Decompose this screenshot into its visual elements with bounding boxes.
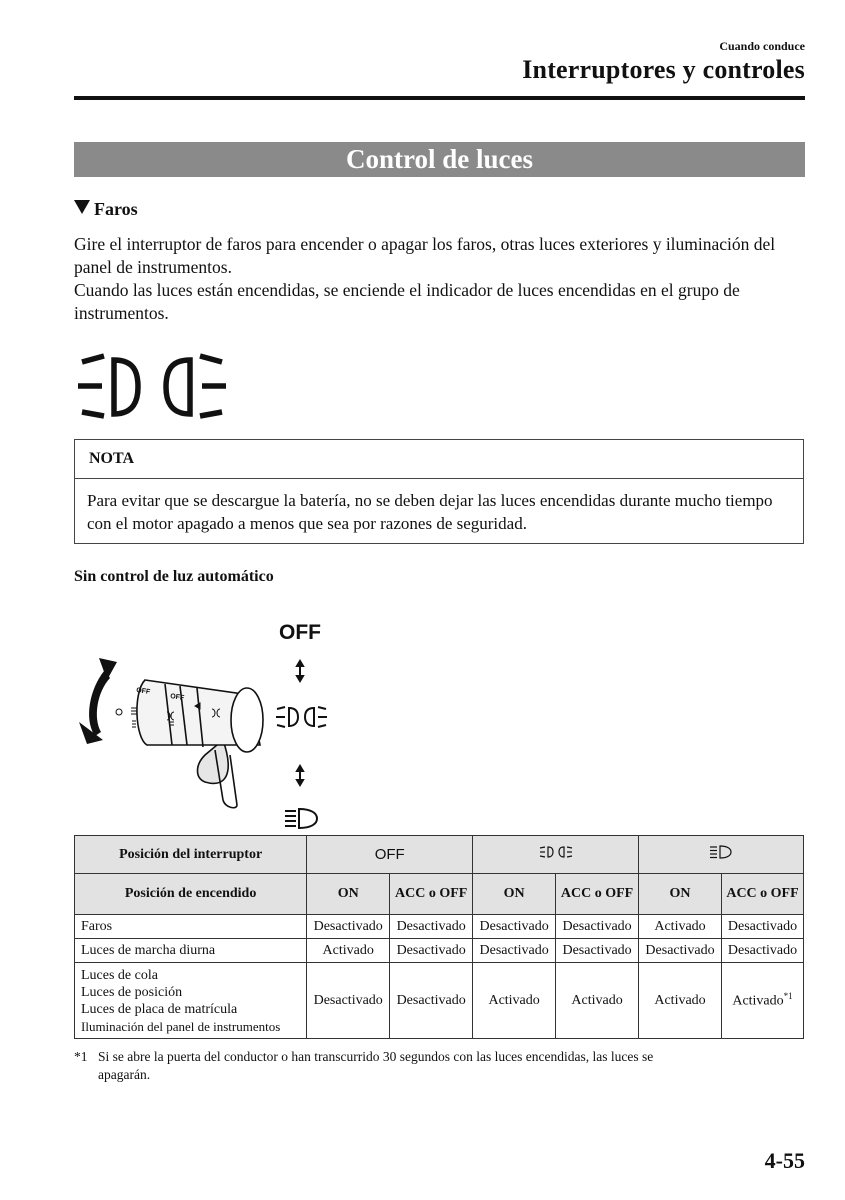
footnote-ref: *1 [783, 991, 793, 1002]
note-box [74, 439, 804, 544]
headlight-position-header [639, 836, 804, 874]
table-row [75, 874, 804, 915]
light-status-table [74, 835, 804, 1039]
diagram-title: Sin control de luz automático [74, 568, 274, 585]
status-cell: Activado [473, 963, 556, 1039]
status-cell: Desactivado [722, 939, 804, 963]
status-cell: Activado [307, 939, 390, 963]
row-label: Luces de posición [81, 984, 183, 1000]
note-title: NOTA [75, 440, 803, 479]
row-label: Luces de marcha diurna [75, 939, 307, 963]
paragraph-2: Cuando las luces están encendidas, se enciende el indicador de luces encendidas en el grupo de instrumentos. [74, 280, 740, 323]
status-cell-footnoted [722, 963, 804, 1039]
headlight-icon [285, 809, 317, 828]
switch-position-header: Posición del interruptor [75, 836, 307, 874]
status-value: Activado [732, 993, 784, 1009]
footnote-mark: *1 [74, 1049, 88, 1064]
status-cell: Desactivado [390, 939, 473, 963]
ignition-state-cell: ACC o OFF [390, 874, 473, 915]
ignition-state-cell: ON [639, 874, 722, 915]
header-rule [74, 96, 805, 100]
table-row [75, 836, 804, 874]
section-title: Interruptores y controles [522, 55, 805, 84]
diagram-off-label: OFF [279, 621, 321, 644]
table-row [75, 915, 804, 939]
rotation-arrow-icon [79, 658, 117, 744]
status-cell: Desactivado [556, 915, 639, 939]
page-banner: Control de luces [74, 142, 805, 177]
status-cell: Activado [639, 963, 722, 1039]
status-cell: Activado [556, 963, 639, 1039]
footnote [74, 1048, 814, 1084]
note-body: Para evitar que se descargue la batería, no se deben dejar las luces encendidas durante mucho tiempo con el motor apagado a menos que sea por razones de seguridad. [87, 491, 773, 533]
ignition-state-cell: ON [307, 874, 390, 915]
status-cell: Desactivado [390, 963, 473, 1039]
lever-label-off-a: OFF [135, 687, 151, 696]
ignition-position-header: Posición de encendido [75, 874, 307, 915]
ignition-state-cell: ACC o OFF [556, 874, 639, 915]
lights-on-indicator-icon [72, 350, 232, 422]
status-cell: Desactivado [390, 915, 473, 939]
lever-label-off-b: OFF [169, 693, 185, 702]
row-label-group [75, 963, 307, 1039]
row-label: Luces de cola [81, 967, 158, 983]
status-cell: Desactivado [307, 915, 390, 939]
status-cell: Desactivado [556, 939, 639, 963]
status-cell: Desactivado [307, 963, 390, 1039]
parking-position-header [473, 836, 639, 874]
off-position-header: OFF [307, 836, 473, 874]
triangle-icon [74, 200, 90, 214]
ignition-state-cell: ON [473, 874, 556, 915]
double-arrow-icon [297, 661, 303, 681]
light-switch-lever [137, 680, 263, 808]
subsection-heading [74, 199, 138, 220]
table-row [75, 963, 804, 1039]
row-label: Faros [75, 915, 307, 939]
double-arrow-icon [297, 766, 303, 785]
subsection-title: Faros [94, 199, 138, 219]
headlight-switch-diagram [55, 600, 355, 832]
status-cell: Desactivado [473, 939, 556, 963]
ignition-state-cell: ACC o OFF [722, 874, 804, 915]
headlight-icon [709, 845, 733, 859]
status-cell: Desactivado [639, 939, 722, 963]
status-cell: Activado [639, 915, 722, 939]
status-cell: Desactivado [722, 915, 804, 939]
page-number: 4-55 [764, 1148, 805, 1173]
status-cell: Desactivado [473, 915, 556, 939]
row-label: Iluminación del panel de instrumentos [81, 1018, 281, 1034]
parking-lights-icon [276, 707, 327, 727]
row-label: Luces de placa de matrícula [81, 1001, 238, 1017]
parking-lights-icon [539, 845, 573, 859]
footnote-text-1: Si se abre la puerta del conductor o han transcurrido 30 segundos con las luces encendidas, las luces se [98, 1049, 654, 1064]
chapter-label: Cuando conduce [719, 39, 805, 53]
table-row [75, 939, 804, 963]
paragraph-1: Gire el interruptor de faros para encender o apagar los faros, otras luces exteriores y iluminación del panel de instrumentos. [74, 234, 776, 277]
footnote-text-2: apagarán. [98, 1067, 151, 1082]
